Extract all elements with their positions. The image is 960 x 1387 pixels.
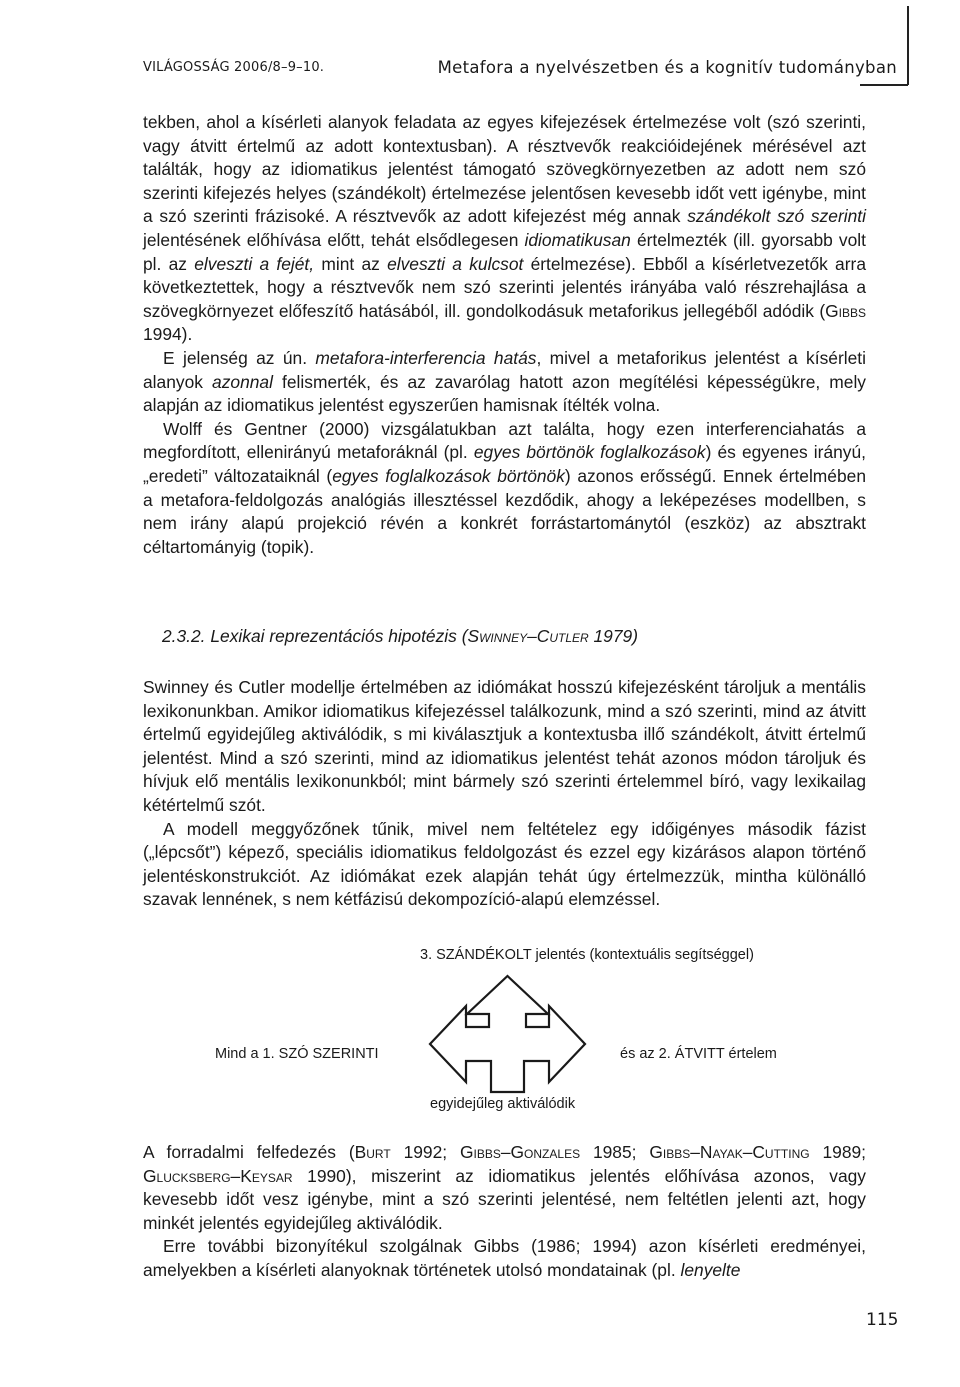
running-title: Metafora a nyelvészetben és a kognitív tudományban — [437, 58, 897, 77]
paragraph: A modell meggyőzőnek tűnik, mivel nem feltételez egy időigényes második fázist („lépcsőt”) képező, speciális idiomatikus feldolgozást és ezzel egy kizárásos alapon történő jelentéskonstrukciót. Az idiómákat ezek alapján tehát úgy értelmezzük, mintha különálló szavak lennének, s nem kétfázisú dekompozíció-alapú elemzéssel. — [143, 818, 866, 910]
paragraph: A forradalmi felfedezés (Burt 1992; Gibbs–Gonzales 1985; Gibbs–Nayak–Cutting 1989; Glucksberg–Keysar 1990), miszerint az idiomatikus jelentés előhívása azonos, vagy kevesebb időt vesz igénybe, mint a szó szerinti jelentésé, nem feltétlen jelenti azt, hogy minkét jelentés egyidejűleg aktiválódik. — [143, 1142, 866, 1233]
page-number: 115 — [866, 1310, 899, 1330]
diagram-label-simultaneous: egyidejűleg aktiválódik — [430, 1096, 576, 1112]
page-header — [143, 58, 905, 82]
diagram-label-figurative: és az 2. ÁTVITT értelem — [620, 1046, 777, 1062]
diagram-label-literal: Mind a 1. SZÓ SZERINTI — [215, 1046, 379, 1062]
body-text-middle — [143, 676, 866, 912]
header-vertical-rule — [907, 6, 909, 85]
three-way-arrow-icon — [425, 972, 590, 1097]
paragraph: Swinney és Cutler modellje értelmében az idiómákat hosszú kifejezésként tároljuk a mentális lexikonunkban. Amikor idiomatikus kifejezéssel találkozunk, mind a szó szerinti, mind az átvitt értelmű egyidejűleg aktiválódik, s mi kiválasztjuk a kontextusba illő szándékolt, átvitt értelmű jelentést. Mind a szó szerinti, mind az idiomatikus jelentést tehát azonos módon tároljuk és hívjuk elő mentális lexikonunkból; mint bármely szó szerinti értelemmel bíró, vagy lexikailag kétértelmű szót. — [143, 677, 866, 815]
section-heading: 2.3.2. Lexikai reprezentációs hipotézis (Swinney–Cutler 1979) — [162, 626, 638, 646]
body-text-bottom — [143, 1141, 866, 1283]
body-text-top — [143, 111, 866, 559]
journal-issue: VILÁGOSSÁG 2006/8–9–10. — [143, 60, 325, 75]
paragraph: tekben, ahol a kísérleti alanyok feladata az egyes kifejezések értelmezése volt (szó szerinti, vagy átvitt értelmű az adott kontextusban). A résztvevők reakcióidejének mérésével azt találták, hogy az idiomatikus jelentést támogató szövegkörnyezetben az adott nem szó szerinti kifejezés helyes (szándékolt) értelmezése jelentősen kevesebb időt vett igénybe, mint a szó szerinti frázisoké. A résztvevők az adott kifejezést még annak szándékolt szó szerinti jelentésének előhívása előtt, tehát elsődlegesen idiomatikusan értelmezték (ill. gyorsabb volt pl. az elveszti a fejét, mint az elveszti a kulcsot értelmezése). Ebből a kísérletvezetők arra következtettek, hogy a résztvevők nem szó szerinti jelentés irányába való részrehajlása a szövegkörnyezet előfeszítő hatásából, ill. gondolkodásuk metaforikus jellegéből adódik (Gibbs 1994). — [143, 112, 867, 345]
paragraph: E jelenség az ún. metafora-interferencia hatás, mivel a metaforikus jelentést a kísérleti alanyok azonnal felismerték, és az zavarólag hatott azon megítélési képességükre, mely alapján az idiomatikus jelentést egyszerűen hamisnak ítélték volna. — [143, 347, 866, 416]
paragraph: Erre további bizonyítékul szolgálnak Gibbs (1986; 1994) azon kísérleti eredményei, amelyekben a kísérleti alanyoknak történetek utolsó mondatainak (pl. lenyelte — [143, 1236, 866, 1280]
paragraph: Wolff és Gentner (2000) vizsgálatukban azt találta, hogy ezen interferenciahatás a megfordított, ellenirányú metaforáknál (pl. egyes börtönök foglalkozások) és egyenes irányú, „eredeti” változataiknál (egyes foglalkozások börtönök) azonos erősségű. Ennek értelmében a metafora-feldolgozás analógiás illesztéssel kezdődik, ahogy a leképezéses modellben, s nem irány alapú projekció révén a konkrét forrástartománytól (eszköz) az absztrakt céltartományig (topik). — [143, 418, 866, 557]
header-horizontal-rule — [860, 84, 908, 86]
diagram-label-intended: 3. SZÁNDÉKOLT jelentés (kontextuális segítséggel) — [420, 947, 754, 963]
